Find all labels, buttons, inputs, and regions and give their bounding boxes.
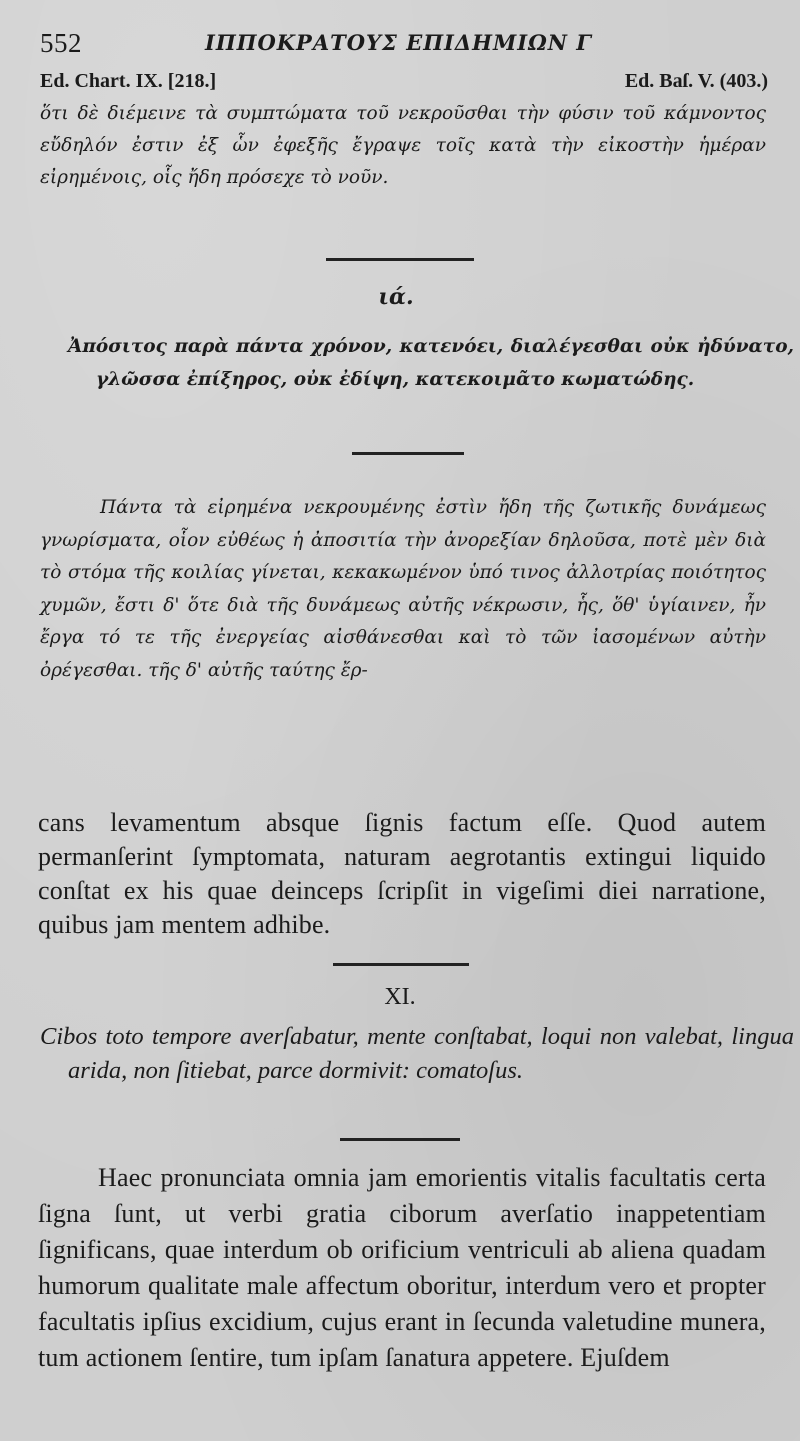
section-divider xyxy=(333,963,469,966)
latin-aphorism: Cibos toto tempore averſabatur, mente conſtabat, loqui non valebat, lingua arida, non ſitiebat, parce dormivit: comatoſus. xyxy=(40,1023,794,1084)
latin-commentary: Haec pronunciata omnia jam emorientis vitalis facultatis certa ſigna ſunt, ut verbi gratia ciborum averſatio inappetentiam ſignificans, quae interdum ob orificium ventriculi ab aliena quadam humorum qualitate male affectum oboritur, interdum vero et propter facultatis ipſius excidium, cujus erant in ſecunda valetudine munera, tum actionem ſentire, tum ipſam ſanatura appetere. Ejuſdem xyxy=(38,1163,766,1372)
greek-commentary: Πάντα τὰ εἰρημένα νεκρουμένης ἐστὶν ἤδη τῆς ζωτικῆς δυνάμεως γνωρίσματα, οἷον εὐθέως ἡ ἀποσιτία τὴν ἀνορεξίαν δηλοῦσα, ποτὲ μὲν διὰ τὸ στόμα τῆς κοιλίας γίνεται, κεκακωμένον ὑπό τινος ἀλλοτρίας ποιότητος χυμῶν, ἔστι δ' ὅτε διὰ τῆς δυνάμεως αὐτῆς νέκρωσιν, ἧς, ὅθ' ὑγίαινεν, ἦν ἔργα τό τε τῆς ἐνεργείας αἰσθάνεσθαι καὶ τὸ τῶν ἰασομένων αὐτὴν ὀρέγεσθαι. τῆς δ' αὐτῆς ταύτης ἔρ- xyxy=(40,497,766,681)
section-divider xyxy=(340,1138,460,1141)
latin-intro-paragraph: cans levamentum absque ſignis factum eſſe. Quod autem permanſerint ſymptomata, naturam aegrotantis extingui liquido conſtat ex his quae deinceps ſcripſit in vigeſimi diei narratione, quibus jam mentem adhibe. xyxy=(38,808,766,939)
page-header xyxy=(40,28,770,68)
greek-aphorism: Ἀπόσιτος παρὰ πάντα χρόνον, κατενόει, διαλέγεσθαι οὐκ ἠδύνατο, γλῶσσα ἐπίξηρος, οὐκ ἐδίψη, κατεκοιμᾶτο κωματώδης. xyxy=(68,336,794,390)
edition-references xyxy=(40,70,768,98)
latin-section-number: XI. xyxy=(384,984,416,1010)
greek-section-number: ιά. xyxy=(378,284,414,310)
edition-left: Ed. Chart. IX. [218.] xyxy=(40,70,217,92)
edition-right: Ed. Baſ. V. (403.) xyxy=(624,70,768,92)
page-number: 552 xyxy=(40,28,82,58)
running-head: ΙΠΠΟΚΡΑΤΟΥΣ ΕΠΙΔΗΜΙΩΝ Γ xyxy=(205,30,593,55)
greek-intro-paragraph: ὅτι δὲ διέμεινε τὰ συμπτώματα τοῦ νεκροῦσθαι τὴν φύσιν τοῦ κάμνοντος εὔδηλόν ἐστιν ἐξ ὧν ἐφεξῆς ἔγραψε τοῖς κατὰ τὴν εἰκοστὴν ἡμέραν εἰρημένοις, οἷς ἤδη πρόσεχε τὸ νοῦν. xyxy=(40,103,766,188)
section-divider xyxy=(352,452,464,455)
section-divider xyxy=(326,258,474,261)
